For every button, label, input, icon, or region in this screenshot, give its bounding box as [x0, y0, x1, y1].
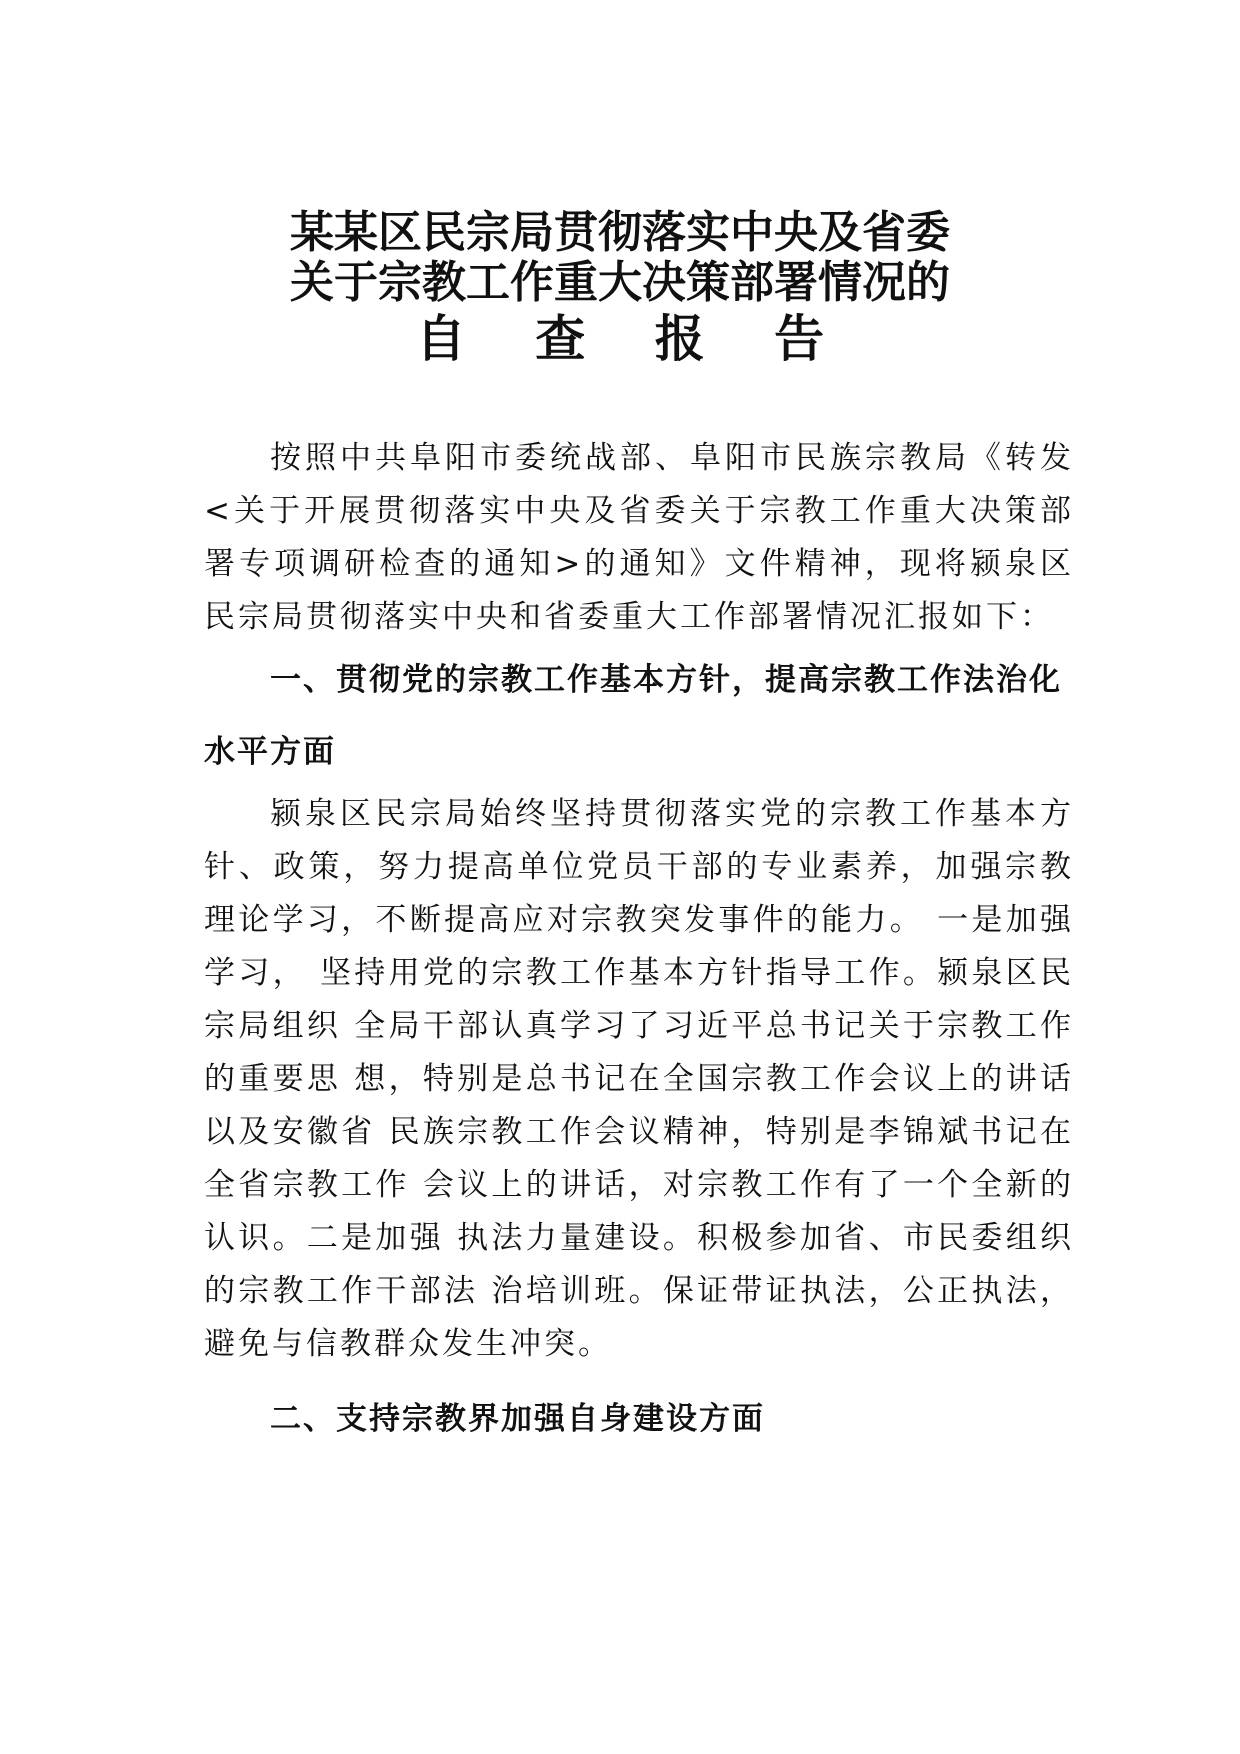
section-1-paragraph: 颍泉区民宗局始终坚持贯彻落实党的宗教工作基本方针、政策，努力提高单位党员干部的专业素养，加强宗教理论学习，不断提高应对宗教突发事件的能力。 一是加强学习， 坚持用党的宗教工作基本方针指导工作。颍泉区民宗局组织 全局干部认真学习了习近平总书记关于宗教工作的重要思 想，特别是总书记在全国宗教工作会议上的讲话以及安徽省 民族宗教工作会议精神，特别是李锦斌书记在全省宗教工作 会议上的讲话，对宗教工作有了一个全新的认识。二是加强 执法力量建设。积极参加省、市民委组织的宗教工作干部法 治培训班。保证带证执法，公正执法，避免与信教群众发生冲突。 — [204, 796, 1074, 1362]
title-line-2: 关于宗教工作重大决策部署情况的 — [290, 257, 950, 308]
intro-paragraph: 按照中共阜阳市委统战部、阜阳市民族宗教局《转发<关于开展贯彻落实中央及省委关于宗教工作重大决策部署专项调研检查的通知>的通知》文件精神，现将颍泉区民宗局贯彻落实中央和省委重大工作部署情况汇报如下： — [204, 440, 1074, 635]
title-line-3: 自 查 报 告 — [415, 309, 851, 368]
document-body — [204, 432, 1074, 1455]
section-1-heading: 一、贯彻党的宗教工作基本方针，提高宗教工作法治化水平方面 — [204, 662, 1062, 770]
section-2-heading: 二、支持宗教界加强自身建设方面 — [270, 1401, 765, 1437]
title-line-1: 某某区民宗局贯彻落实中央及省委 — [290, 207, 950, 258]
document-title — [0, 208, 1240, 370]
